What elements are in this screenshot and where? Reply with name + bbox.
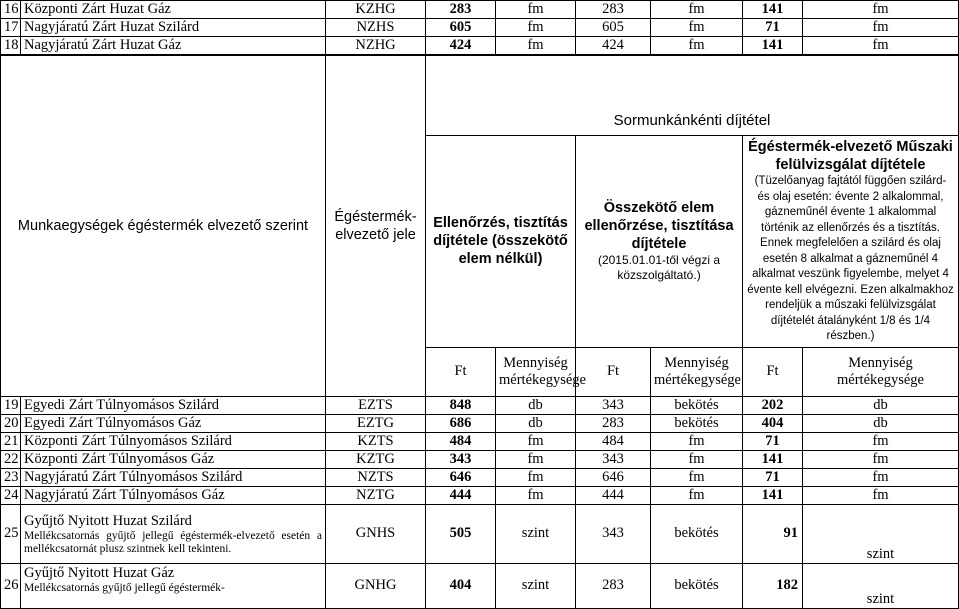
column-header-inspection: Égéstermék-elvezető Műszaki felülvizsgálat díjtétele (Tüzelőanyag fajtától függően szilárd- és olaj esetén: évente 2 alkalommal, gázneműnél évente 1 alkalommal történik az ellenőrzés és a tisztítás. Ennek megfelelően a szilárd és olaj esetén 8 alkalmat a gázneműnél 4 alkalmat veszünk figyelembe, melyet 4 évente kell elvégezni. Ezen alkalmakhoz rendeljük a műszaki felülvizsgálat díjtételét átalányként 1/8 és 1/4 részben.) bbox=[743, 136, 959, 348]
unit-cell: fm bbox=[651, 19, 743, 37]
unit-name: Központi Zárt Túlnyomásos Gáz bbox=[21, 450, 326, 468]
price-cell: 141 bbox=[743, 37, 803, 56]
unit-cell: fm bbox=[803, 468, 959, 486]
unit-header: Mennyiség mértékegysége bbox=[496, 347, 576, 396]
price-cell: 283 bbox=[576, 414, 651, 432]
price-cell: 71 bbox=[743, 19, 803, 37]
unit-cell: bekötés bbox=[651, 396, 743, 414]
table-row bbox=[1, 486, 959, 504]
price-cell: 141 bbox=[743, 1, 803, 19]
column-header-unit: Munkaegységek égéstermék elvezető szerint bbox=[1, 55, 326, 396]
unit-name: Központi Zárt Huzat Gáz bbox=[21, 1, 326, 19]
unit-cell: fm bbox=[496, 432, 576, 450]
table-row bbox=[1, 396, 959, 414]
unit-cell: fm bbox=[803, 450, 959, 468]
table-row bbox=[1, 19, 959, 37]
unit-cell: fm bbox=[496, 450, 576, 468]
unit-cell: fm bbox=[803, 432, 959, 450]
price-cell: 605 bbox=[576, 19, 651, 37]
ft-header: Ft bbox=[576, 347, 651, 396]
unit-name: Nagyjáratú Zárt Huzat Szilárd bbox=[21, 19, 326, 37]
row-number: 26 bbox=[1, 563, 21, 608]
row-number: 21 bbox=[1, 432, 21, 450]
price-cell: 646 bbox=[426, 468, 496, 486]
price-cell: 283 bbox=[576, 1, 651, 19]
table-row bbox=[1, 1, 959, 19]
unit-cell: db bbox=[496, 414, 576, 432]
unit-cell: fm bbox=[496, 486, 576, 504]
unit-cell: fm bbox=[651, 486, 743, 504]
unit-header: Mennyiség mértékegysége bbox=[803, 347, 959, 396]
price-cell: 71 bbox=[743, 432, 803, 450]
unit-cell: db bbox=[803, 414, 959, 432]
row-number: 19 bbox=[1, 396, 21, 414]
unit-cell: szint bbox=[496, 504, 576, 563]
price-cell: 343 bbox=[426, 450, 496, 468]
price-cell: 605 bbox=[426, 19, 496, 37]
price-cell: 283 bbox=[576, 563, 651, 608]
price-cell: 343 bbox=[576, 396, 651, 414]
ft-header: Ft bbox=[743, 347, 803, 396]
row-number: 25 bbox=[1, 504, 21, 563]
table-row bbox=[1, 563, 959, 608]
row-number: 24 bbox=[1, 486, 21, 504]
section-title: Sormunkánkénti díjtétel bbox=[426, 55, 959, 136]
code-cell: KZTG bbox=[326, 450, 426, 468]
unit-cell: szint bbox=[803, 563, 959, 608]
row-number: 20 bbox=[1, 414, 21, 432]
unit-cell: fm bbox=[803, 19, 959, 37]
unit-cell: fm bbox=[496, 1, 576, 19]
table-row bbox=[1, 414, 959, 432]
table-row bbox=[1, 504, 959, 563]
unit-cell: db bbox=[496, 396, 576, 414]
ft-header: Ft bbox=[426, 347, 496, 396]
unit-header: Mennyiség mértékegysége bbox=[651, 347, 743, 396]
price-cell: 686 bbox=[426, 414, 496, 432]
unit-cell: fm bbox=[803, 1, 959, 19]
code-cell: GNHG bbox=[326, 563, 426, 608]
unit-name: Egyedi Zárt Túlnyomásos Gáz bbox=[21, 414, 326, 432]
price-cell: 404 bbox=[426, 563, 496, 608]
column-header-cleaning: Ellenőrzés, tisztítás díjtétele (összekötő elem nélkül) bbox=[426, 136, 576, 348]
unit-cell: fm bbox=[496, 37, 576, 56]
unit-cell: fm bbox=[803, 486, 959, 504]
price-cell: 91 bbox=[743, 504, 803, 563]
price-cell: 484 bbox=[426, 432, 496, 450]
price-cell: 182 bbox=[743, 563, 803, 608]
unit-cell: bekötés bbox=[651, 414, 743, 432]
unit-cell: bekötés bbox=[651, 563, 743, 608]
unit-cell: fm bbox=[651, 468, 743, 486]
code-cell: EZTS bbox=[326, 396, 426, 414]
price-cell: 444 bbox=[426, 486, 496, 504]
code-cell: KZTS bbox=[326, 432, 426, 450]
section-header-row bbox=[1, 55, 959, 136]
price-cell: 202 bbox=[743, 396, 803, 414]
table-row bbox=[1, 37, 959, 56]
unit-name: Gyűjtő Nyitott Huzat Szilárd Mellékcsatornás gyűjtő jellegű égéstermék-elvezető esetén a mellékcsatornát plusz szintnek kell tekinteni. bbox=[21, 504, 326, 563]
row-number: 16 bbox=[1, 1, 21, 19]
unit-note: Mellékcsatornás gyűjtő jellegű égéstermék-elvezető esetén a mellékcsatornát plusz szintnek kell tekinteni. bbox=[24, 529, 322, 555]
code-cell: NZTS bbox=[326, 468, 426, 486]
price-cell: 71 bbox=[743, 468, 803, 486]
row-number: 17 bbox=[1, 19, 21, 37]
unit-cell: fm bbox=[496, 19, 576, 37]
unit-name: Nagyjáratú Zárt Huzat Gáz bbox=[21, 37, 326, 56]
price-cell: 283 bbox=[426, 1, 496, 19]
code-cell: NZTG bbox=[326, 486, 426, 504]
code-cell: EZTG bbox=[326, 414, 426, 432]
unit-name: Nagyjáratú Zárt Túlnyomásos Szilárd bbox=[21, 468, 326, 486]
price-cell: 444 bbox=[576, 486, 651, 504]
price-cell: 343 bbox=[576, 450, 651, 468]
unit-cell: fm bbox=[651, 1, 743, 19]
price-cell: 848 bbox=[426, 396, 496, 414]
price-cell: 141 bbox=[743, 486, 803, 504]
unit-cell: fm bbox=[651, 450, 743, 468]
unit-name: Egyedi Zárt Túlnyomásos Szilárd bbox=[21, 396, 326, 414]
price-cell: 141 bbox=[743, 450, 803, 468]
table-row bbox=[1, 468, 959, 486]
row-number: 18 bbox=[1, 37, 21, 56]
price-cell: 505 bbox=[426, 504, 496, 563]
unit-cell: bekötés bbox=[651, 504, 743, 563]
unit-name: Központi Zárt Túlnyomásos Szilárd bbox=[21, 432, 326, 450]
table-row bbox=[1, 450, 959, 468]
price-cell: 484 bbox=[576, 432, 651, 450]
unit-cell: fm bbox=[651, 37, 743, 56]
column-header-code: Égéstermék-elvezető jele bbox=[326, 55, 426, 396]
code-cell: NZHS bbox=[326, 19, 426, 37]
table-row bbox=[1, 432, 959, 450]
price-cell: 646 bbox=[576, 468, 651, 486]
unit-cell: szint bbox=[803, 504, 959, 563]
unit-cell: db bbox=[803, 396, 959, 414]
code-cell: GNHS bbox=[326, 504, 426, 563]
code-cell: NZHG bbox=[326, 37, 426, 56]
price-cell: 343 bbox=[576, 504, 651, 563]
price-cell: 424 bbox=[426, 37, 496, 56]
unit-cell: fm bbox=[496, 468, 576, 486]
code-cell: KZHG bbox=[326, 1, 426, 19]
column-header-connector: Összekötő elem ellenőrzése, tisztítása díjtétele (2015.01.01-től végzi a közszolgáltató.) bbox=[576, 136, 743, 348]
price-cell: 404 bbox=[743, 414, 803, 432]
row-number: 22 bbox=[1, 450, 21, 468]
unit-cell: fm bbox=[651, 432, 743, 450]
unit-name: Nagyjáratú Zárt Túlnyomásos Gáz bbox=[21, 486, 326, 504]
price-cell: 424 bbox=[576, 37, 651, 56]
unit-cell: fm bbox=[803, 37, 959, 56]
unit-cell: szint bbox=[496, 563, 576, 608]
unit-note: Mellékcsatornás gyűjtő jellegű égéstermék- bbox=[24, 581, 225, 594]
unit-name: Gyűjtő Nyitott Huzat Gáz Mellékcsatornás gyűjtő jellegű égéstermék- bbox=[21, 563, 326, 608]
row-number: 23 bbox=[1, 468, 21, 486]
